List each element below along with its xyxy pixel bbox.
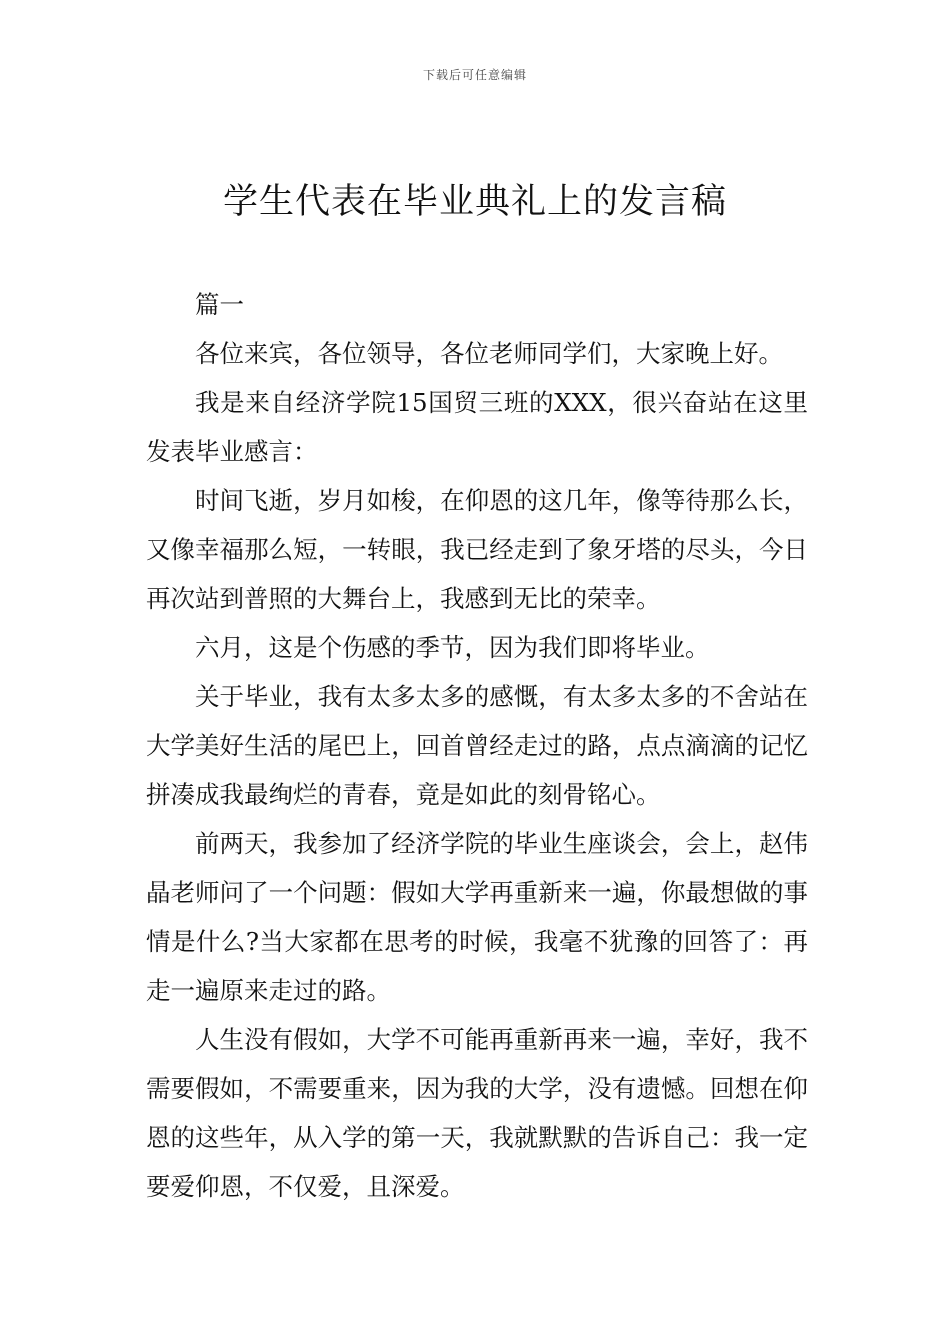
- paragraph-no-regrets: 人生没有假如，大学不可能再重新再来一遍，幸好，我不需要假如，不需要重来，因为我的大学，没有遗憾。回想在仰恩的这些年，从入学的第一天，我就默默的告诉自己：我一定要爱仰恩，不仅爱，且深爱。: [146, 1025, 808, 1201]
- paragraph-june: 六月，这是个伤感的季节，因为我们即将毕业。: [195, 633, 710, 662]
- section-label: 篇一: [195, 290, 244, 319]
- paragraph-time-flies: 时间飞逝，岁月如梭，在仰恩的这几年，像等待那么长，又像幸福那么短，一转眼，我已经走到了象牙塔的尽头，今日再次站到普照的大舞台上，我感到无比的荣幸。: [146, 486, 808, 613]
- document-body: [146, 280, 808, 1211]
- paragraph-introduction: 我是来自经济学院15国贸三班的XXX，很兴奋站在这里发表毕业感言：: [146, 388, 808, 466]
- paragraph-symposium: 前两天，我参加了经济学院的毕业生座谈会，会上，赵伟晶老师问了一个问题：假如大学再重新来一遍，你最想做的事情是什么?当大家都在思考的时候，我毫不犹豫的回答了：再走一遍原来走过的路。: [146, 829, 808, 1005]
- document-title: 学生代表在毕业典礼上的发言稿: [222, 182, 727, 222]
- paragraph-greeting: 各位来宾，各位领导，各位老师同学们，大家晚上好。: [195, 339, 783, 368]
- paragraph-graduation-feelings: 关于毕业，我有太多太多的感慨，有太多太多的不舍站在大学美好生活的尾巴上，回首曾经走过的路，点点滴滴的记忆拼凑成我最绚烂的青春，竟是如此的刻骨铭心。: [146, 682, 808, 809]
- page-header: 下载后可任意编辑: [422, 68, 527, 82]
